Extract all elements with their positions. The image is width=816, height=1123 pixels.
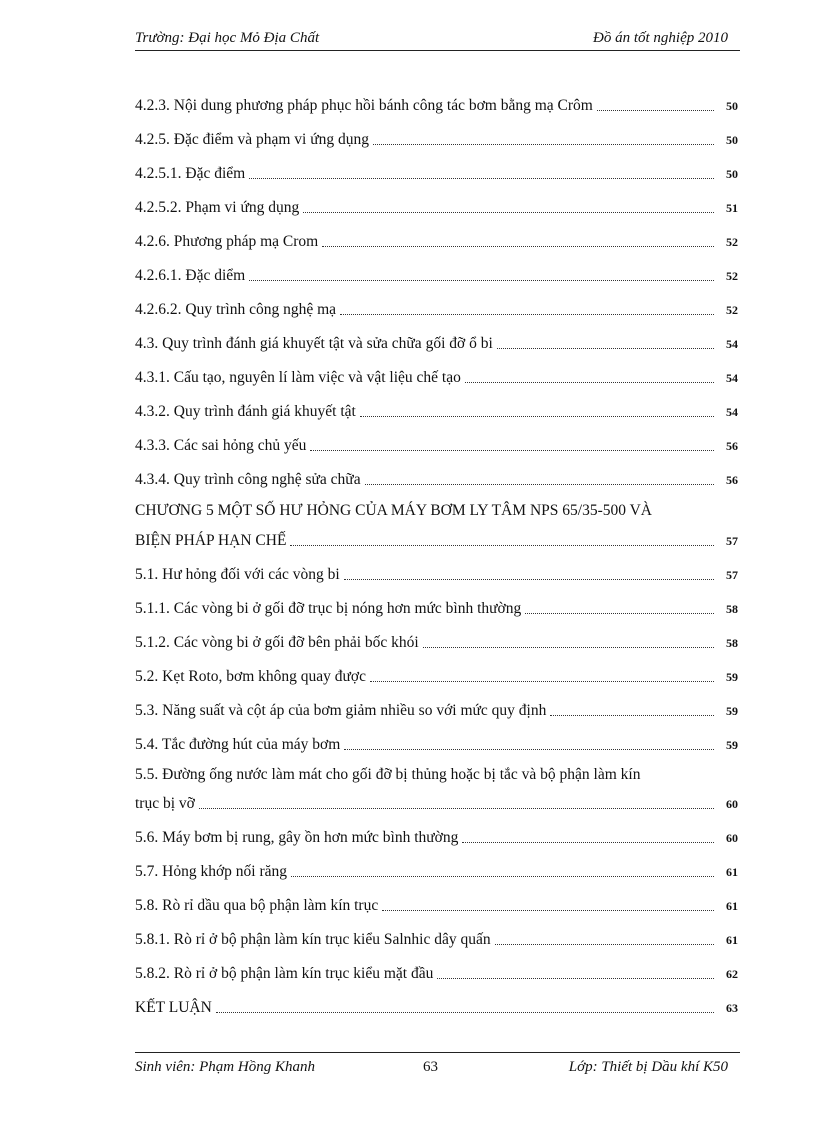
- toc-entry-page: 56: [726, 473, 738, 487]
- toc-entry[interactable]: [135, 403, 740, 421]
- toc-entry[interactable]: [135, 437, 740, 455]
- toc-entry-page: 52: [726, 303, 738, 317]
- toc-entry[interactable]: [135, 897, 740, 915]
- toc-entry-page: 54: [726, 337, 738, 351]
- toc-entry-page: 54: [726, 371, 738, 385]
- toc-entry-page: 60: [726, 797, 738, 811]
- toc-dot-leader: [465, 381, 714, 383]
- toc-entry[interactable]: [135, 829, 740, 847]
- toc-entry[interactable]: [135, 335, 740, 353]
- toc-entry-page: 54: [726, 405, 738, 419]
- toc-entry-title: 5.8.1. Rò rỉ ở bộ phận làm kín trục kiểu Salnhic dây quấn: [135, 931, 491, 948]
- toc-entry-title: KẾT LUẬN: [135, 999, 212, 1016]
- toc-entry-title: 4.3.1. Cấu tạo, nguyên lí làm việc và vật liệu chế tạo: [135, 369, 461, 386]
- toc-entry[interactable]: [135, 736, 740, 754]
- toc-entry-title: trục bị vỡ: [135, 795, 195, 812]
- toc-dot-leader: [322, 245, 714, 247]
- toc-dot-leader: [249, 279, 714, 281]
- toc-dot-leader: [344, 748, 714, 750]
- toc-dot-leader: [495, 943, 714, 945]
- toc-entry[interactable]: [135, 931, 740, 949]
- toc-dot-leader: [310, 449, 714, 451]
- toc-dot-leader: [365, 483, 714, 485]
- toc-entry[interactable]: [135, 532, 740, 550]
- toc-entry-title: 4.3.3. Các sai hỏng chủ yếu: [135, 437, 307, 454]
- toc-entry-page: 59: [726, 738, 738, 752]
- toc-entry[interactable]: [135, 165, 740, 183]
- toc-entry-title: 4.3.2. Quy trình đánh giá khuyết tật: [135, 403, 356, 420]
- toc-entry[interactable]: [135, 301, 740, 319]
- toc-dot-leader: [249, 177, 714, 179]
- toc-dot-leader: [303, 211, 714, 213]
- toc-entry-title: 5.8. Rò rỉ dầu qua bộ phận làm kín trục: [135, 897, 379, 914]
- toc-entry-page: 52: [726, 269, 738, 283]
- toc-dot-leader: [216, 1011, 714, 1013]
- toc-dot-leader: [550, 714, 714, 716]
- toc-entry[interactable]: [135, 97, 740, 115]
- toc-entry-title: 5.7. Hỏng khớp nối răng: [135, 863, 287, 880]
- toc-dot-leader: [497, 347, 714, 349]
- toc-entry[interactable]: [135, 634, 740, 652]
- toc-entry-page: 58: [726, 636, 738, 650]
- toc-entry-title: 5.1. Hư hỏng đối với các vòng bi: [135, 566, 340, 583]
- toc-entry-title: 4.2.3. Nội dung phương pháp phục hồi bánh công tác bơm bằng mạ Crôm: [135, 97, 593, 114]
- toc-entry-title: 4.2.6.2. Quy trình công nghệ mạ: [135, 301, 337, 318]
- toc-dot-leader: [290, 544, 714, 546]
- toc-entry-page: 61: [726, 899, 738, 913]
- toc-dot-leader: [437, 977, 714, 979]
- toc-dot-leader: [199, 807, 714, 809]
- toc-entry-page: 62: [726, 967, 738, 981]
- toc-entry-page: 50: [726, 133, 738, 147]
- toc-dot-leader: [525, 612, 714, 614]
- footer-page-number: 63: [423, 1059, 438, 1075]
- toc-entry-title-line1: 5.5. Đường ống nước làm mát cho gối đỡ bị thủng hoặc bị tắc và bộ phận làm kín: [135, 766, 641, 783]
- toc-entry[interactable]: [135, 131, 740, 149]
- toc-dot-leader: [423, 646, 714, 648]
- toc-entry[interactable]: [135, 795, 740, 813]
- toc-dot-leader: [382, 909, 714, 911]
- toc-entry-page: 52: [726, 235, 738, 249]
- header-school: Trường: Đại học Mỏ Địa Chất: [135, 30, 320, 46]
- toc-entry-page: 59: [726, 670, 738, 684]
- toc-entry[interactable]: [135, 600, 740, 618]
- toc-dot-leader: [597, 109, 714, 111]
- toc-entry-title: 4.2.5.1. Đặc điểm: [135, 165, 246, 182]
- toc-dot-leader: [344, 578, 714, 580]
- toc-entry-page: 56: [726, 439, 738, 453]
- toc-entry-page: 60: [726, 831, 738, 845]
- toc-entry-title: 4.3. Quy trình đánh giá khuyết tật và sửa chữa gối đỡ ổ bi: [135, 335, 493, 352]
- toc-entry-title: 5.3. Năng suất và cột áp của bơm giảm nhiều so với mức quy định: [135, 702, 547, 719]
- toc-entry-title: 5.1.2. Các vòng bi ở gối đỡ bên phải bốc khói: [135, 634, 419, 651]
- toc-entry[interactable]: [135, 471, 740, 489]
- toc-entry[interactable]: [135, 863, 740, 881]
- toc-dot-leader: [370, 680, 714, 682]
- toc-entry-page: 57: [726, 534, 738, 548]
- toc-entry-title: 4.2.5. Đặc điểm và phạm vi ứng dụng: [135, 131, 369, 148]
- header-project: Đồ án tốt nghiệp 2010: [593, 30, 728, 46]
- toc-entry-title: 4.3.4. Quy trình công nghệ sửa chữa: [135, 471, 361, 488]
- toc-dot-leader: [291, 875, 714, 877]
- toc-entry-page: 58: [726, 602, 738, 616]
- toc-entry-page: 51: [726, 201, 738, 215]
- toc-dot-leader: [360, 415, 714, 417]
- toc-entry-title: 5.6. Máy bơm bị rung, gây ồn hơn mức bình thường: [135, 829, 459, 846]
- toc-entry-title: 4.2.6. Phương pháp mạ Crom: [135, 233, 319, 250]
- toc-entry-title: 5.4. Tắc đường hút của máy bơm: [135, 736, 341, 753]
- toc-entry-title: 4.2.5.2. Phạm vi ứng dụng: [135, 199, 300, 216]
- toc-entry-title: BIỆN PHÁP HẠN CHẾ: [135, 532, 287, 549]
- toc-dot-leader: [373, 143, 714, 145]
- toc-dot-leader: [462, 841, 714, 843]
- page-footer: [135, 1052, 740, 1075]
- toc-entry-title: 5.8.2. Rò rỉ ở bộ phận làm kín trục kiểu mặt đầu: [135, 965, 434, 982]
- toc-dot-leader: [340, 313, 714, 315]
- footer-student: Sinh viên: Phạm Hồng Khanh: [135, 1059, 315, 1075]
- toc-entry[interactable]: [135, 267, 740, 285]
- toc-entry[interactable]: [135, 233, 740, 251]
- toc-entry-title: 4.2.6.1. Đặc diểm: [135, 267, 246, 284]
- toc-entry-title: 5.2. Kẹt Roto, bơm không quay được: [135, 668, 367, 685]
- toc-entry[interactable]: [135, 369, 740, 387]
- footer-class: Lớp: Thiết bị Dầu khí K50: [568, 1059, 728, 1075]
- toc-entry[interactable]: [135, 999, 740, 1017]
- toc-entry[interactable]: [135, 566, 740, 584]
- toc-entry-title-line1: CHƯƠNG 5 MỘT SỐ HƯ HỎNG CỦA MÁY BƠM LY TÂM NPS 65/35-500 VÀ: [135, 502, 652, 519]
- toc-entry-page: 57: [726, 568, 738, 582]
- toc-entry-page: 61: [726, 933, 738, 947]
- page-header: [135, 30, 740, 51]
- toc-entry-page: 61: [726, 865, 738, 879]
- toc-entry-page: 63: [726, 1001, 738, 1015]
- toc-entry[interactable]: [135, 702, 740, 720]
- toc-entry[interactable]: [135, 668, 740, 686]
- toc-entry[interactable]: [135, 199, 740, 217]
- toc-entry-page: 50: [726, 167, 738, 181]
- toc-entry-page: 50: [726, 99, 738, 113]
- toc-entry[interactable]: [135, 965, 740, 983]
- toc-entry-page: 59: [726, 704, 738, 718]
- toc-entry-title: 5.1.1. Các vòng bi ở gối đỡ trục bị nóng hơn mức bình thường: [135, 600, 522, 617]
